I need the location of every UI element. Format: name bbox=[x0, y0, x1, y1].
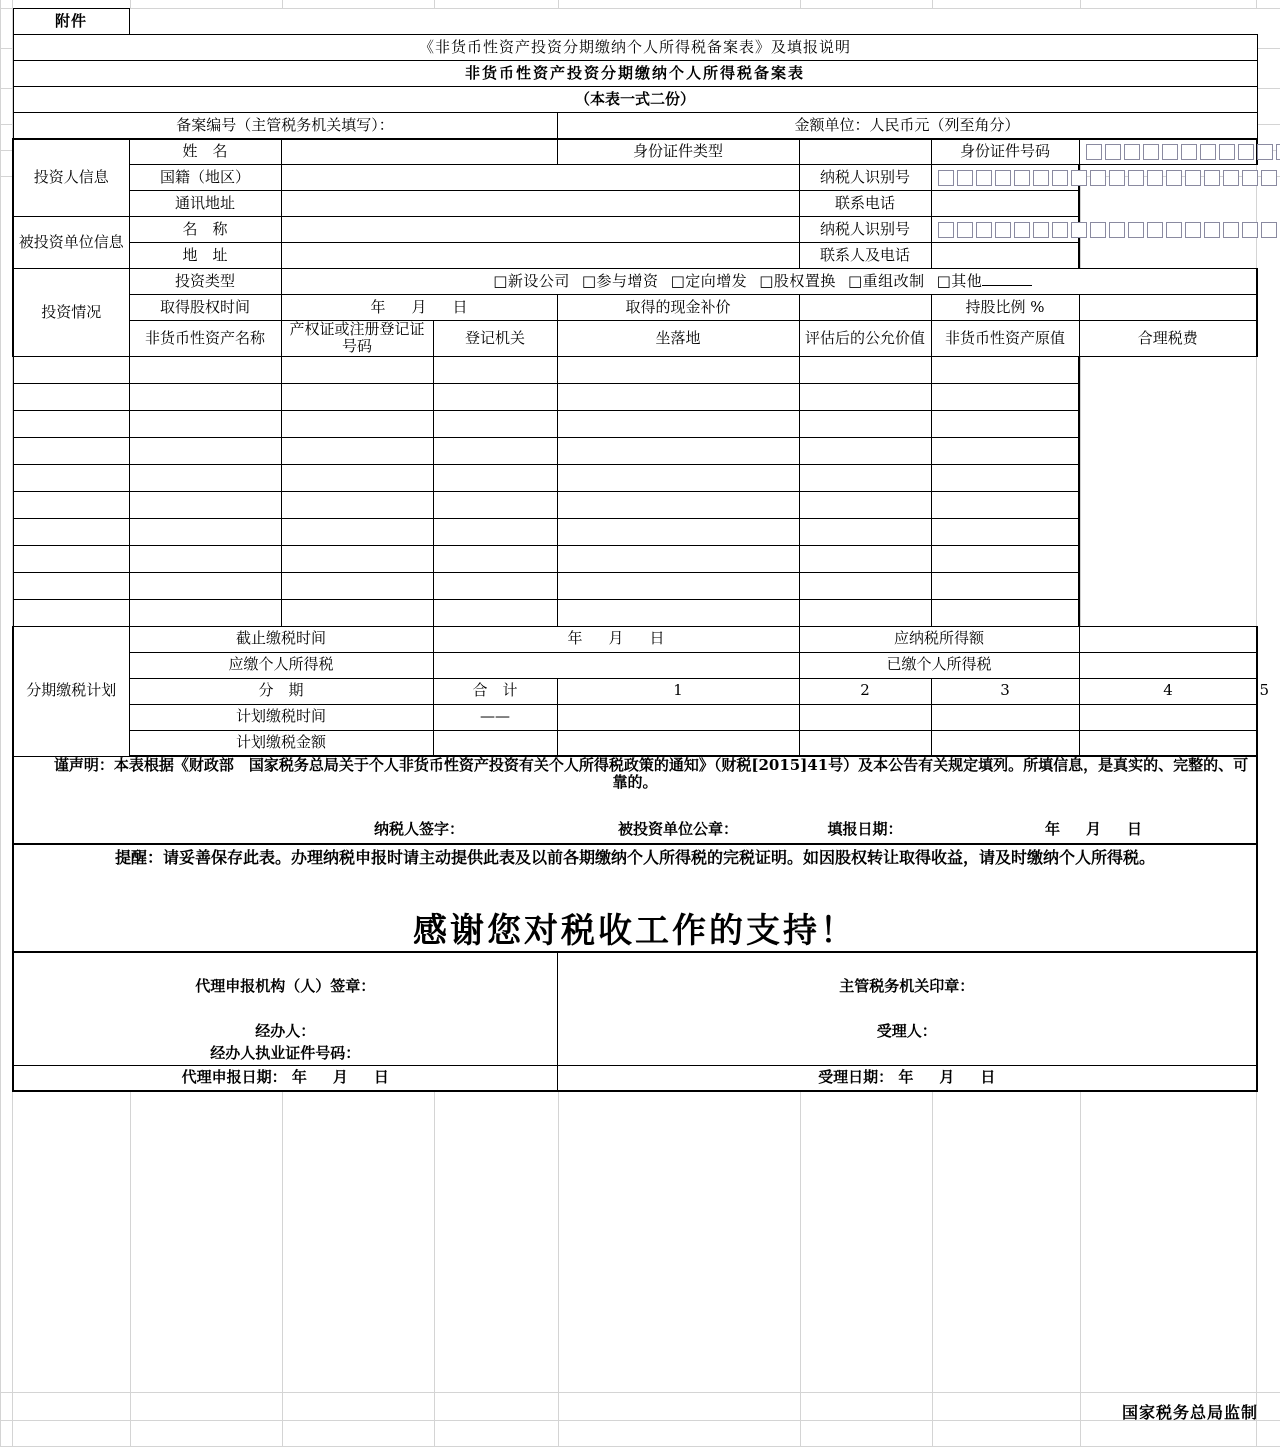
investment-cell-r2-c6[interactable] bbox=[799, 383, 931, 410]
id-checkbox-cell[interactable] bbox=[1204, 170, 1220, 186]
investment-cell-r7-c1[interactable] bbox=[13, 518, 129, 545]
investment-cell-r1-c4[interactable] bbox=[433, 356, 557, 383]
declaration-statement bbox=[13, 756, 1257, 792]
thanks-message: 感谢您对税收工作的支持！ bbox=[16, 912, 1254, 951]
year-unit: 年 bbox=[370, 299, 385, 316]
reminder-panel bbox=[13, 844, 1257, 953]
agent-cert-label[interactable]: 经办人执业证件号码： bbox=[16, 1042, 555, 1065]
tax-filing-form bbox=[12, 8, 1256, 1092]
authority-top-space bbox=[560, 953, 1255, 975]
fill-date-input[interactable] bbox=[931, 818, 1257, 844]
id-checkbox-cell[interactable] bbox=[1261, 170, 1277, 186]
id-checkbox-cell[interactable] bbox=[1223, 170, 1239, 186]
investment-cell-r9-c2[interactable] bbox=[129, 572, 281, 599]
investment-cell-r2-c3[interactable] bbox=[281, 383, 433, 410]
id-checkbox-cell[interactable] bbox=[1143, 144, 1159, 160]
month-unit: 月 bbox=[411, 299, 426, 316]
plan-amount-3-input[interactable] bbox=[931, 730, 1079, 756]
investment-cell-r6-c1[interactable] bbox=[13, 491, 129, 518]
investment-cell-r5-c2[interactable] bbox=[129, 464, 281, 491]
id-checkbox-cell[interactable] bbox=[1109, 222, 1125, 238]
deadline-month-unit: 月 bbox=[608, 630, 623, 647]
investment-cell-r7-c6[interactable] bbox=[799, 518, 931, 545]
id-checkbox-cell[interactable] bbox=[1086, 144, 1102, 160]
entity-name-input[interactable] bbox=[281, 217, 799, 243]
investment-type-option-2[interactable]: □参与增资 bbox=[582, 272, 659, 290]
shareholding-ratio-input[interactable] bbox=[1079, 295, 1257, 321]
deadline-day-unit: 日 bbox=[650, 630, 665, 647]
id-checkbox-cell[interactable] bbox=[1238, 144, 1254, 160]
plan-amount-4-input[interactable] bbox=[1079, 730, 1257, 756]
col-header-asset-name: 非货币性资产名称 bbox=[129, 321, 281, 357]
plan-time-1-input[interactable] bbox=[557, 704, 799, 730]
investment-cell-r5-c1[interactable] bbox=[13, 464, 129, 491]
taxable-income-label: 应纳税所得额 bbox=[799, 626, 1079, 652]
investment-cell-r1-c5[interactable] bbox=[557, 356, 799, 383]
statement-text: 谨声明：本表根据《财政部 国家税务总局关于个人非货币性资产投资有关个人所得税政策的通知》（财税[2015]41号）及本公告有关规定填列。所填信息，是真实的、完整的、可靠的。 bbox=[54, 756, 1248, 791]
id-checkbox-cell[interactable] bbox=[1147, 170, 1163, 186]
id-checkbox-cell[interactable] bbox=[1033, 170, 1049, 186]
col-header-original-value: 非货币性资产原值 bbox=[931, 321, 1079, 357]
id-checkbox-cell[interactable] bbox=[995, 222, 1011, 238]
plan-time-total-value: —— bbox=[433, 704, 557, 730]
investment-cell-r1-c6[interactable] bbox=[799, 356, 931, 383]
investment-type-option-5[interactable]: □重组改制 bbox=[848, 272, 925, 290]
id-checkbox-cell[interactable] bbox=[1014, 222, 1030, 238]
id-checkbox-cell[interactable] bbox=[1014, 170, 1030, 186]
accept-date-day-unit: 日 bbox=[980, 1069, 995, 1086]
table-row[interactable] bbox=[13, 491, 1257, 518]
plan-amount-label: 计划缴税金额 bbox=[129, 730, 433, 756]
grid-hline bbox=[0, 1392, 1280, 1393]
id-checkbox-cell[interactable] bbox=[1166, 222, 1182, 238]
plan-amount-total-input[interactable] bbox=[433, 730, 557, 756]
attachment-spacer bbox=[129, 9, 1257, 35]
investor-phone-label: 联系电话 bbox=[799, 191, 931, 217]
plan-time-2-input[interactable] bbox=[799, 704, 931, 730]
tax-authority-seal-label[interactable]: 主管税务机关印章： bbox=[560, 975, 1255, 998]
investment-cell-r6-c4[interactable] bbox=[433, 491, 557, 518]
period-2-label: 2 bbox=[799, 678, 931, 704]
deadline-label: 截止缴税时间 bbox=[129, 626, 433, 652]
investment-cell-r10-c5[interactable] bbox=[557, 599, 799, 626]
table-row[interactable] bbox=[13, 410, 1257, 437]
investment-cell-r2-c2[interactable] bbox=[129, 383, 281, 410]
record-number-label: 备案编号（主管税务机关填写）： bbox=[13, 113, 557, 139]
investment-cell-r7-c2[interactable] bbox=[129, 518, 281, 545]
accept-date-label: 受理日期： bbox=[818, 1068, 893, 1086]
cash-compensation-label: 取得的现金补价 bbox=[557, 295, 799, 321]
id-checkbox-cell[interactable] bbox=[1166, 170, 1182, 186]
id-number-box-strip[interactable] bbox=[1082, 140, 1255, 165]
period-4-label: 4 bbox=[1079, 678, 1257, 704]
investor-nationality-label: 国籍（地区） bbox=[129, 165, 281, 191]
investment-cell-r10-c3[interactable] bbox=[281, 599, 433, 626]
col-header-location: 坐落地 bbox=[557, 321, 799, 357]
id-checkbox-cell[interactable] bbox=[1071, 170, 1087, 186]
deadline-year-unit: 年 bbox=[567, 630, 582, 647]
supervised-by-label: 国家税务总局监制 bbox=[1122, 1400, 1258, 1423]
investment-section-label: 投资情况 bbox=[13, 269, 129, 357]
id-checkbox-cell[interactable] bbox=[1090, 170, 1106, 186]
investment-cell-r10-c4[interactable] bbox=[433, 599, 557, 626]
agent-date-day-unit: 日 bbox=[374, 1069, 389, 1086]
id-checkbox-cell[interactable] bbox=[1090, 222, 1106, 238]
investment-cell-r4-c4[interactable] bbox=[433, 437, 557, 464]
investment-cell-r5-c6[interactable] bbox=[799, 464, 931, 491]
investment-cell-r3-c6[interactable] bbox=[799, 410, 931, 437]
col-header-registry: 登记机关 bbox=[433, 321, 557, 357]
id-checkbox-cell[interactable] bbox=[1071, 222, 1087, 238]
id-checkbox-cell[interactable] bbox=[1257, 144, 1273, 160]
agent-block bbox=[13, 952, 557, 1065]
investment-cell-r4-c6[interactable] bbox=[799, 437, 931, 464]
grid-vline bbox=[0, 0, 1, 1446]
investor-id-type-input[interactable] bbox=[799, 139, 931, 165]
authority-bottom-space bbox=[560, 1042, 1255, 1064]
accept-date-year-unit: 年 bbox=[898, 1069, 913, 1086]
investment-cell-r1-c1[interactable] bbox=[13, 356, 129, 383]
investment-cell-r7-c7[interactable] bbox=[931, 518, 1079, 545]
investment-cell-r9-c3[interactable] bbox=[281, 572, 433, 599]
entity-address-label: 地 址 bbox=[129, 243, 281, 269]
entity-taxpayer-id-label: 纳税人识别号 bbox=[799, 217, 931, 243]
table-row[interactable] bbox=[13, 518, 1257, 545]
col-header-fair-value: 评估后的公允价值 bbox=[799, 321, 931, 357]
investment-cell-r9-c4[interactable] bbox=[433, 572, 557, 599]
period-total-label: 合 计 bbox=[433, 678, 557, 704]
agent-date-footer[interactable] bbox=[13, 1065, 557, 1091]
investment-cell-r4-c7[interactable] bbox=[931, 437, 1079, 464]
agent-top-space bbox=[16, 953, 555, 975]
id-checkbox-cell[interactable] bbox=[1185, 170, 1201, 186]
id-checkbox-cell[interactable] bbox=[1147, 222, 1163, 238]
investment-cell-r4-c1[interactable] bbox=[13, 437, 129, 464]
agent-date-ymd[interactable] bbox=[292, 1068, 389, 1086]
investment-type-other-input[interactable] bbox=[982, 285, 1032, 286]
entity-name-label: 名 称 bbox=[129, 217, 281, 243]
agent-seal-label[interactable]: 代理申报机构（人）签章： bbox=[16, 975, 555, 998]
amount-unit-label: 金额单位：人民币元（列至角分） bbox=[557, 113, 1257, 139]
investor-nationality-input[interactable] bbox=[281, 165, 799, 191]
entity-taxpayer-id-boxes[interactable] bbox=[931, 217, 1079, 243]
table-row[interactable] bbox=[13, 464, 1257, 491]
attachment-label: 附件 bbox=[13, 9, 129, 35]
investor-name-label: 姓 名 bbox=[129, 139, 281, 165]
id-checkbox-cell[interactable] bbox=[1242, 222, 1258, 238]
plan-amount-2-input[interactable] bbox=[799, 730, 931, 756]
investment-type-option-1[interactable]: □新设公司 bbox=[493, 272, 570, 290]
investment-cell-r9-c7[interactable] bbox=[931, 572, 1079, 599]
investor-taxpayer-id-label: 纳税人识别号 bbox=[799, 165, 931, 191]
investor-id-number-label: 身份证件号码 bbox=[931, 139, 1079, 165]
receiver-label[interactable]: 受理人： bbox=[560, 1020, 1255, 1043]
investment-cell-r4-c5[interactable] bbox=[557, 437, 799, 464]
tax-payable-input[interactable] bbox=[433, 652, 799, 678]
entity-taxpayer-id-box-strip[interactable] bbox=[934, 217, 1077, 242]
investment-cell-r1-c3[interactable] bbox=[281, 356, 433, 383]
entity-contact-input[interactable] bbox=[931, 243, 1079, 269]
plan-time-4-input[interactable] bbox=[1079, 704, 1257, 730]
agent-date-year-unit: 年 bbox=[292, 1069, 307, 1086]
declaration-blank-space bbox=[13, 792, 1257, 818]
deadline-input[interactable] bbox=[433, 626, 799, 652]
entity-address-input[interactable] bbox=[281, 243, 799, 269]
investment-cell-r5-c7[interactable] bbox=[931, 464, 1079, 491]
id-checkbox-cell[interactable] bbox=[1204, 222, 1220, 238]
tax-paid-input[interactable] bbox=[1079, 652, 1257, 678]
period-label: 分 期 bbox=[129, 678, 433, 704]
investment-cell-r10-c1[interactable] bbox=[13, 599, 129, 626]
investment-cell-r5-c3[interactable] bbox=[281, 464, 433, 491]
id-checkbox-cell[interactable] bbox=[938, 170, 954, 186]
period-1-label: 1 bbox=[557, 678, 799, 704]
table-row[interactable] bbox=[13, 437, 1257, 464]
fill-date-label: 填报日期： bbox=[799, 818, 931, 844]
signature-spacer-left bbox=[13, 818, 281, 844]
fill-date-year-unit: 年 bbox=[1045, 821, 1060, 838]
investment-cell-r4-c3[interactable] bbox=[281, 437, 433, 464]
investment-cell-r8-c1[interactable] bbox=[13, 545, 129, 572]
investment-cell-r7-c4[interactable] bbox=[433, 518, 557, 545]
day-unit: 日 bbox=[453, 299, 468, 316]
investment-cell-r3-c2[interactable] bbox=[129, 410, 281, 437]
investment-cell-r7-c5[interactable] bbox=[557, 518, 799, 545]
id-checkbox-cell[interactable] bbox=[1052, 170, 1068, 186]
id-checkbox-cell[interactable] bbox=[938, 222, 954, 238]
page-title-main: 非货币性资产投资分期缴纳个人所得税备案表 bbox=[13, 61, 1257, 87]
col-header-reasonable-tax: 合理税费 bbox=[1079, 321, 1257, 357]
investor-address-label: 通讯地址 bbox=[129, 191, 281, 217]
id-checkbox-cell[interactable] bbox=[1033, 222, 1049, 238]
investment-cell-r1-c2[interactable] bbox=[129, 356, 281, 383]
id-checkbox-cell[interactable] bbox=[1242, 170, 1258, 186]
investment-cell-r2-c5[interactable] bbox=[557, 383, 799, 410]
entity-contact-label: 联系人及电话 bbox=[799, 243, 931, 269]
id-checkbox-cell[interactable] bbox=[1181, 144, 1197, 160]
investment-cell-r8-c3[interactable] bbox=[281, 545, 433, 572]
id-checkbox-cell[interactable] bbox=[1200, 144, 1216, 160]
period-3-label: 3 bbox=[931, 678, 1079, 704]
investor-taxpayer-id-boxes[interactable] bbox=[931, 165, 1079, 191]
investment-cell-r8-c6[interactable] bbox=[799, 545, 931, 572]
investment-cell-r3-c7[interactable] bbox=[931, 410, 1079, 437]
tax-authority-block bbox=[557, 952, 1257, 1065]
plan-time-3-input[interactable] bbox=[931, 704, 1079, 730]
investment-cell-r3-c1[interactable] bbox=[13, 410, 129, 437]
table-row[interactable] bbox=[13, 545, 1257, 572]
id-checkbox-cell[interactable] bbox=[1124, 144, 1140, 160]
agent-handler-label[interactable]: 经办人： bbox=[16, 1020, 555, 1043]
id-checkbox-cell[interactable] bbox=[1219, 144, 1235, 160]
plan-amount-1-input[interactable] bbox=[557, 730, 799, 756]
tax-paid-label: 已缴个人所得税 bbox=[799, 652, 1079, 678]
page-title-quoted: 《非货币性资产投资分期缴纳个人所得税备案表》及填报说明 bbox=[13, 35, 1257, 61]
accept-date-month-unit: 月 bbox=[939, 1069, 954, 1086]
invested-entity-section-label: 被投资单位信息 bbox=[13, 217, 129, 269]
id-checkbox-cell[interactable] bbox=[1105, 144, 1121, 160]
investment-cell-r8-c2[interactable] bbox=[129, 545, 281, 572]
installment-section-label: 分期缴税计划 bbox=[13, 626, 129, 756]
investment-cell-r6-c2[interactable] bbox=[129, 491, 281, 518]
id-checkbox-cell[interactable] bbox=[1185, 222, 1201, 238]
investment-cell-r3-c3[interactable] bbox=[281, 410, 433, 437]
investment-type-label: 投资类型 bbox=[129, 269, 281, 295]
id-checkbox-cell[interactable] bbox=[976, 170, 992, 186]
investor-phone-input[interactable] bbox=[931, 191, 1079, 217]
id-checkbox-cell[interactable] bbox=[1162, 144, 1178, 160]
authority-mid-space bbox=[560, 998, 1255, 1020]
taxpayer-signature-label[interactable]: 纳税人签字： bbox=[281, 818, 557, 844]
plan-time-label: 计划缴税时间 bbox=[129, 704, 433, 730]
id-checkbox-cell[interactable] bbox=[957, 222, 973, 238]
investment-cell-r1-c7[interactable] bbox=[931, 356, 1079, 383]
table-row[interactable] bbox=[13, 599, 1257, 626]
investment-cell-r5-c5[interactable] bbox=[557, 464, 799, 491]
investment-cell-r2-c7[interactable] bbox=[931, 383, 1079, 410]
investment-cell-r4-c2[interactable] bbox=[129, 437, 281, 464]
tax-payable-label: 应缴个人所得税 bbox=[129, 652, 433, 678]
id-checkbox-cell[interactable] bbox=[957, 170, 973, 186]
investor-id-type-label: 身份证件类型 bbox=[557, 139, 799, 165]
investor-address-input[interactable] bbox=[281, 191, 799, 217]
investor-section-label: 投资人信息 bbox=[13, 139, 129, 217]
investment-cell-r9-c1[interactable] bbox=[13, 572, 129, 599]
investment-cell-r3-c4[interactable] bbox=[433, 410, 557, 437]
taxpayer-id-box-strip[interactable] bbox=[934, 165, 1077, 190]
investment-cell-r10-c6[interactable] bbox=[799, 599, 931, 626]
taxable-income-input[interactable] bbox=[1079, 626, 1257, 652]
grid-hline bbox=[0, 1420, 1280, 1421]
reminder-body: 提醒：请妥善保存此表。办理纳税申报时请主动提供此表及以前各期缴纳个人所得税的完税证明。如因股权转让取得收益，请及时缴纳个人所得税。 bbox=[115, 848, 1155, 867]
accept-date-ymd[interactable] bbox=[898, 1068, 995, 1086]
investment-cell-r10-c2[interactable] bbox=[129, 599, 281, 626]
agent-date-month-unit: 月 bbox=[333, 1069, 348, 1086]
fill-date-day-unit: 日 bbox=[1127, 821, 1142, 838]
shareholding-ratio-label: 持股比例 % bbox=[931, 295, 1079, 321]
reminder-text bbox=[16, 845, 1254, 871]
table-row[interactable] bbox=[13, 572, 1257, 599]
investment-cell-r6-c3[interactable] bbox=[281, 491, 433, 518]
investment-cell-r6-c5[interactable] bbox=[557, 491, 799, 518]
id-checkbox-cell[interactable] bbox=[995, 170, 1011, 186]
id-checkbox-cell[interactable] bbox=[1109, 170, 1125, 186]
investment-cell-r3-c5[interactable] bbox=[557, 410, 799, 437]
col-header-cert-number: 产权证或注册登记证号码 bbox=[281, 321, 433, 357]
table-row[interactable] bbox=[13, 356, 1257, 383]
investor-name-input[interactable] bbox=[281, 139, 557, 165]
table-row[interactable] bbox=[13, 383, 1257, 410]
id-checkbox-cell[interactable] bbox=[1261, 222, 1277, 238]
investment-cell-r9-c5[interactable] bbox=[557, 572, 799, 599]
id-checkbox-cell[interactable] bbox=[1276, 144, 1280, 160]
accept-date-footer[interactable] bbox=[557, 1065, 1257, 1091]
id-checkbox-cell[interactable] bbox=[1128, 170, 1144, 186]
cash-compensation-input[interactable] bbox=[799, 295, 931, 321]
investment-cell-r8-c4[interactable] bbox=[433, 545, 557, 572]
id-checkbox-cell[interactable] bbox=[1128, 222, 1144, 238]
form-table: 附件 《非货币性资产投资分期缴纳个人所得税备案表》及填报说明 非货币性资产投资分期缴纳个人所得税备案表 （本表一式二份） 备案编号（主管税务机关填写）： 金额单位：人民币元（列至角分） 投资人信息 姓 名 身份证件类型 身份证件号码 国籍（地区） 纳税人识别号 通讯地址 联系电话 被投资单位信息 名 称 纳税人识别号 地 址 联系人及电话 投资情况 投资类型 □新设公司 □参与增资 □定向增发 □股权置换 □重组改制 □其他 取得股权时间 年 月 日 取得的现金补价 持股比例 % 非货币性资产名称 产权证或注册登记证号码 登记机关 坐落地 评估后的公允价值 非货币性资产原值 合理税费 分期缴税计划 截止缴税时间 年 月 日 应纳税所得额 应缴个人所得税 已缴个人所得税 分 期 合 计 1 2 3 4 5 计划缴税时间 —— 计划缴税金额 谨声明：本表根据《财政部 国家税务总局关于个人非货币性资产投资有关个人所得税政策的通知》（财税[2015]41号）及本公告有关规定填列。所填信息，是真实的、完整的、可靠的。 纳税人签字： 被投资单位公章： 填报日期： 年 月 日 提醒：请妥善保存此表。办理纳税申报时请主动提供此表及以前各期缴纳个人所得税的完税证明。如因股权转让取得收益，请及时缴纳个人所得税。 感谢您对税收工作的支持！ 代理申报机构（人）签章： 经办人： 经办人执业证件号码： 主管税务机关印章： 受理人： 代理申报日期： 年 月 日 受理日期： 年 月 日 bbox=[12, 8, 1258, 1092]
page-subtitle: （本表一式二份） bbox=[13, 87, 1257, 113]
investment-type-option-3[interactable]: □定向增发 bbox=[671, 272, 748, 290]
investment-cell-r2-c4[interactable] bbox=[433, 383, 557, 410]
investment-cell-r5-c4[interactable] bbox=[433, 464, 557, 491]
investment-cell-r2-c1[interactable] bbox=[13, 383, 129, 410]
investment-cell-r8-c7[interactable] bbox=[931, 545, 1079, 572]
investment-cell-r8-c5[interactable] bbox=[557, 545, 799, 572]
acquire-time-input[interactable] bbox=[281, 295, 557, 321]
id-checkbox-cell[interactable] bbox=[1052, 222, 1068, 238]
investment-cell-r9-c6[interactable] bbox=[799, 572, 931, 599]
agent-mid-space bbox=[16, 998, 555, 1020]
acquire-time-label: 取得股权时间 bbox=[129, 295, 281, 321]
fill-date-month-unit: 月 bbox=[1086, 821, 1101, 838]
agent-date-label: 代理申报日期： bbox=[182, 1068, 287, 1086]
investment-cell-r7-c3[interactable] bbox=[281, 518, 433, 545]
investment-cell-r6-c7[interactable] bbox=[931, 491, 1079, 518]
investment-type-option-6[interactable]: □其他 bbox=[937, 272, 1033, 290]
investment-cell-r6-c6[interactable] bbox=[799, 491, 931, 518]
investment-cell-r10-c7[interactable] bbox=[931, 599, 1079, 626]
entity-seal-label[interactable]: 被投资单位公章： bbox=[557, 818, 799, 844]
investor-id-number-boxes[interactable] bbox=[1079, 139, 1257, 165]
investment-type-option-4[interactable]: □股权置换 bbox=[759, 272, 836, 290]
id-checkbox-cell[interactable] bbox=[1223, 222, 1239, 238]
investment-type-options[interactable] bbox=[281, 269, 1257, 295]
id-checkbox-cell[interactable] bbox=[976, 222, 992, 238]
